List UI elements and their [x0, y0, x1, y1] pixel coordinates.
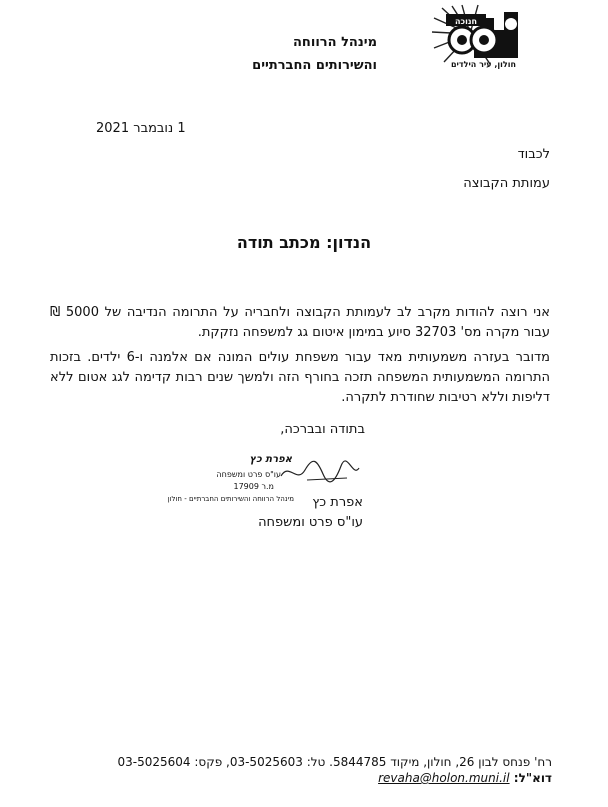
email-label: דוא"ל:: [513, 771, 552, 785]
letter-subject: הנדון: מכתב תודה: [236, 233, 372, 252]
footer-address: רח' פנחס לבון 26, חולון, מיקוד 5844785. טל: 03-5025603, פקס: 03-5025604: [117, 755, 552, 769]
signer-title: עו"ס פרט ומשפחה: [258, 515, 363, 530]
letter-paragraph-1: אני רוצה להודות מקרב לב לעמותת הקבוצה ולחבריה על התרומה הנדיבה של 5000 ₪ עבור מקרה מס' 32703 סיוע במימון איטום גג למשפחה נזקקת.: [50, 305, 550, 340]
logo-text: חנוכה: [455, 17, 477, 26]
stamp-title: עו"ס פרט ומשפחה: [216, 470, 281, 479]
stamp-license-number: מ.ר 17909: [233, 482, 274, 491]
footer-email-line: [378, 771, 552, 785]
closing-line: בתודה ובברכה,: [280, 422, 365, 437]
department-name-line2: והשירותים החברתיים: [252, 58, 377, 73]
signer-name: אפרת כץ: [312, 495, 363, 510]
email-link[interactable]: revaha@holon.muni.il: [378, 771, 510, 785]
salutation: לכבוד: [517, 147, 550, 162]
letter-paragraph-2: מדובר בעזרה משמעותית מאד עבור משפחת עולים המונה אם אלמנה ו-6 ילדים. בזכות התרומה המשמעותית המשפחה תזכה בחורף הזה ולמשך שנים רבות קדימה לגג אטום ללא דליפות וללא רטיבות שחודרת לתקרה.: [50, 350, 550, 405]
letter-date: 1 נובמבר 2021: [96, 121, 186, 136]
stamp-name: אפרת כץ: [249, 454, 292, 465]
logo-tagline: חולון, עיר הילדים: [450, 60, 516, 69]
stamp-department: מינהל הרווחה והשירותים החברתיים - חולון: [167, 495, 294, 503]
recipient: עמותת הקבוצה: [463, 176, 550, 191]
department-name-line1: מינהל הרווחה: [293, 35, 377, 50]
